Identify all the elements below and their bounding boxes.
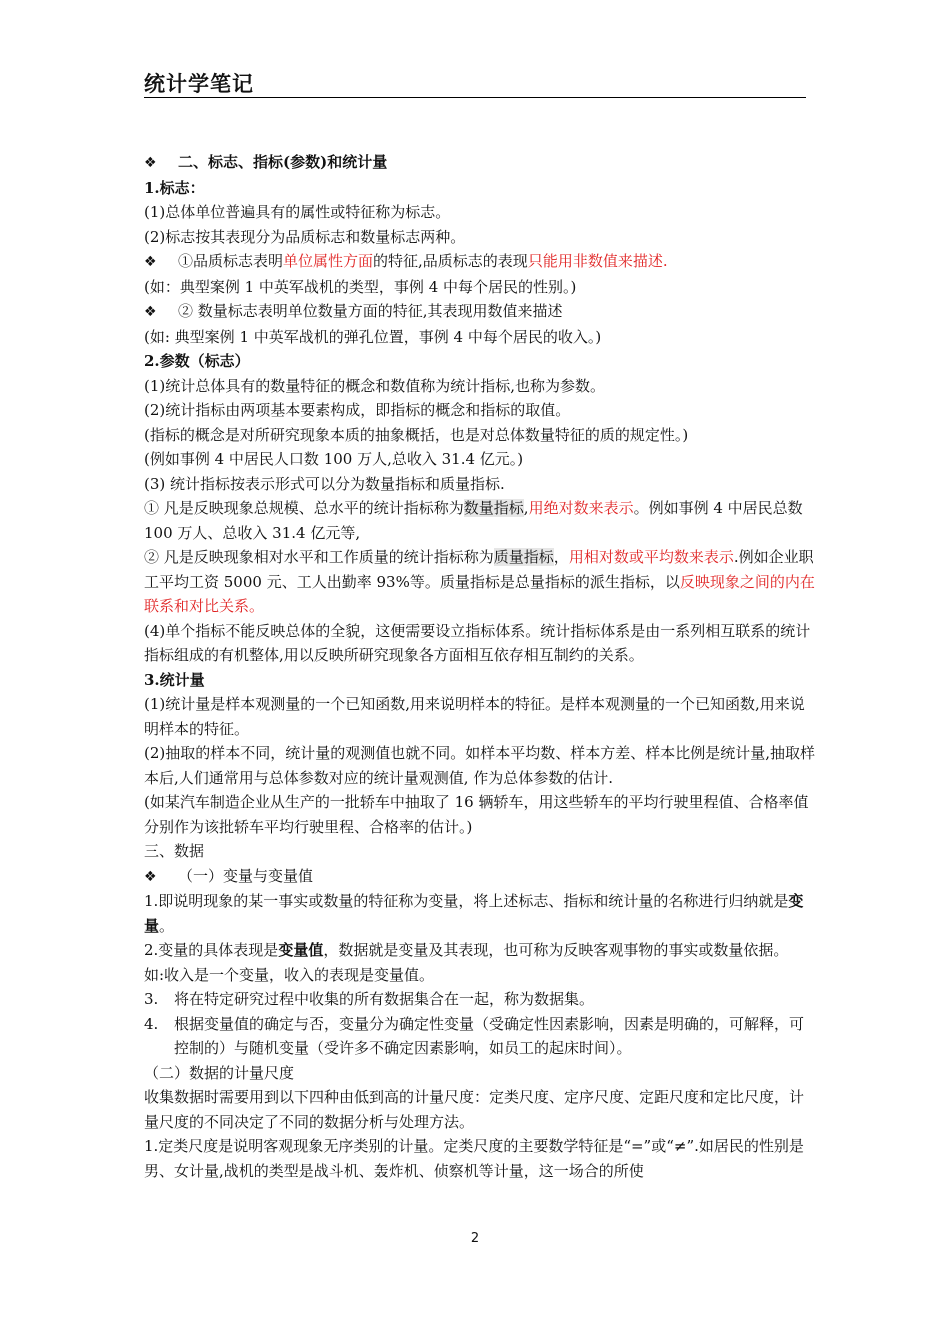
subheading-tongjiliang: 3.统计量 [144, 670, 205, 689]
paragraph: (2)统计指标由两项基本要素构成，即指标的概念和指标的取值。 [144, 401, 571, 419]
header-title: 统计学笔记 [144, 72, 254, 96]
subsection-heading: （二）数据的计量尺度 [144, 1063, 295, 1082]
section-heading-data: 三、数据 [144, 842, 205, 860]
diamond-bullet-icon: ❖ [144, 868, 157, 885]
page-number: 2 [470, 1231, 480, 1246]
subheading-biaozhi: 1.标志： [144, 178, 205, 197]
subheading-canshu: 2.参数（标志） [144, 352, 250, 370]
paragraph: (例如事例 4 中居民人口数 100 万人,总收入 31.4 亿元。) [144, 450, 524, 468]
list-item: 4. 根据变量值的确定与否，变量分为确定性变量（受确定性因素影响，因素是明确的，可解释，可控制的）与随机变量（受许多不确定因素影响，如员工的起床时间）。 [144, 1014, 805, 1057]
diamond-bullet-icon: ❖ [144, 304, 157, 320]
header-rule [144, 97, 806, 98]
paragraph: (3) 统计指标按表示形式可以分为数量指标和质量指标. [144, 474, 505, 493]
paragraph: (2)抽取的样本不同，统计量的观测值也就不同。如样本平均数、样本方差、样本比例是统计量,抽取样本后,人们通常用与总体参数对应的统计量观测值, 作为总体参数的估计. [144, 744, 816, 787]
paragraph: (1)总体单位普遍具有的属性或特征称为标志。 [144, 203, 451, 221]
paragraph: (指标的概念是对所研究现象本质的抽象概括，也是对总体数量特征的质的规定性。) [144, 425, 689, 444]
bullet-item: ❖ （一）变量与变量值 [144, 864, 816, 890]
paragraph: 2.变量的具体表现是变量值，数据就是变量及其表现，也可称为反映客观事物的事实或数量依据。 [144, 941, 789, 959]
diamond-bullet-icon: ❖ [144, 155, 157, 171]
section-heading: ❖ 二、标志、指标(参数)和统计量 [144, 150, 816, 176]
bullet-item: ❖ ①品质标志表明单位属性方面的特征,品质标志的表现只能用非数值来描述. [144, 249, 816, 275]
paragraph: (如: 典型案例 1 中英军战机的弹孔位置，事例 4 中每个居民的收入。) [144, 327, 602, 346]
paragraph-quantity-indicator: ① 凡是反映现象总规模、总水平的统计指标称为数量指标,用绝对数来表示。例如事例 4 中居民总数 100 万人、总收入 31.4 亿元等, [144, 499, 803, 542]
paragraph: (1)统计量是样本观测量的一个已知函数,用来说明样本的特征。是样本观测量的一个已知函数,用来说明样本的特征。 [144, 695, 805, 738]
bullet-item: ❖ ② 数量标志表明单位数量方面的特征,其表现用数值来描述 [144, 299, 816, 325]
diamond-bullet-icon: ❖ [144, 254, 157, 270]
list-item: 3. 将在特定研究过程中收集的所有数据集合在一起，称为数据集。 [144, 990, 595, 1008]
paragraph: (1)统计总体具有的数量特征的概念和数值称为统计指标,也称为参数。 [144, 376, 606, 395]
paragraph: (2)标志按其表现分为品质标志和数量标志两种。 [144, 227, 466, 246]
paragraph: 如:收入是一个变量，收入的表现是变量值。 [144, 965, 435, 984]
paragraph: (如某汽车制造企业从生产的一批轿车中抽取了 16 辆轿车，用这些轿车的平均行驶里程值、合格率值分别作为该批轿车平均行驶里程、合格率的估计。) [144, 793, 809, 836]
paragraph: (如：典型案例 1 中英军战机的类型，事例 4 中每个居民的性别。) [144, 277, 577, 296]
paragraph: 1.即说明现象的某一事实或数量的特征称为变量，将上述标志、指标和统计量的名称进行归纳就是变量。 [144, 892, 804, 935]
document-body [144, 150, 816, 1183]
paragraph-quality-indicator: ② 凡是反映现象相对水平和工作质量的统计指标称为质量指标，用相对数或平均数来表示.例如企业职工平均工资 5000 元、工人出勤率 93%等。质量指标是总量指标的派生指标，以反映现象之间的内在联系和对比关系。 [144, 548, 815, 615]
paragraph: (4)单个指标不能反映总体的全貌，这便需要设立指标体系。统计指标体系是由一系列相互联系的统计指标组成的有机整体,用以反映所研究现象各方面相互依存相互制约的关系。 [144, 621, 811, 664]
paragraph: 1.定类尺度是说明客观现象无序类别的计量。定类尺度的主要数学特征是“=”或“≠”.如居民的性别是男、女计量,战机的类型是战斗机、轰炸机、侦察机等计量，这一场合的所使 [144, 1137, 804, 1180]
paragraph: 收集数据时需要用到以下四种由低到高的计量尺度：定类尺度、定序尺度、定距尺度和定比尺度，计量尺度的不同决定了不同的数据分析与处理方法。 [144, 1088, 805, 1131]
